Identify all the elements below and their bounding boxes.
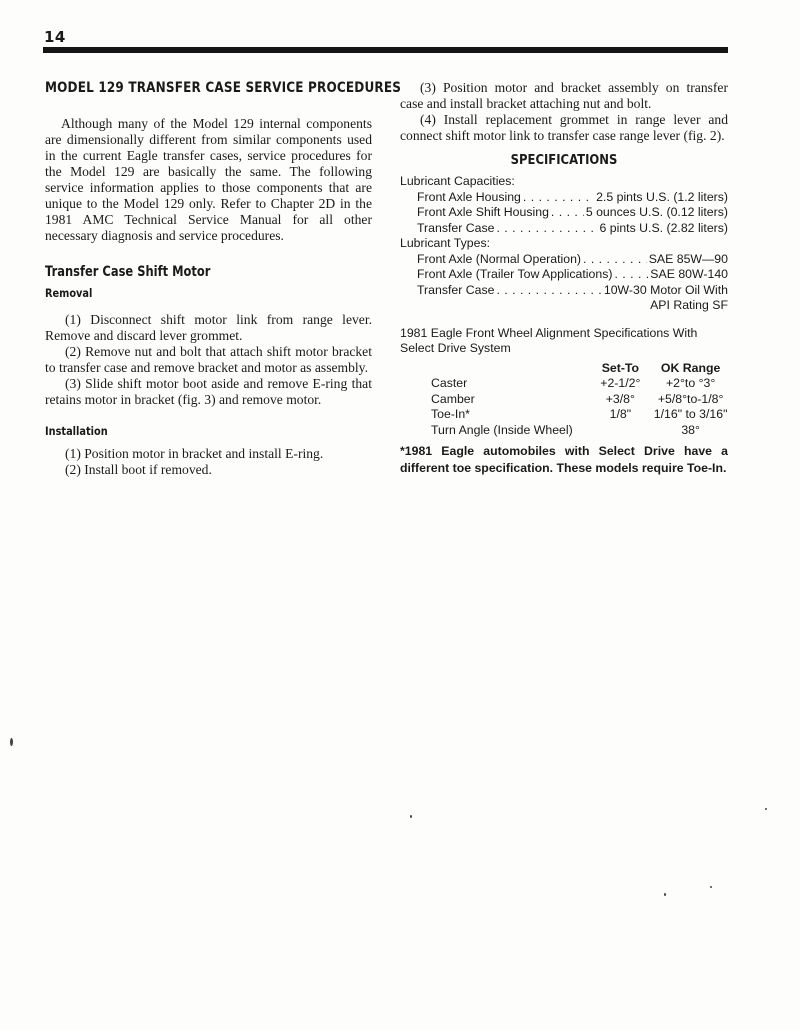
spec-value: 10W-30 Motor Oil With xyxy=(603,282,728,297)
scan-speck xyxy=(664,893,666,896)
dot-leader xyxy=(551,205,584,221)
spec-row xyxy=(400,252,728,268)
spec-value-continued: API Rating SF xyxy=(650,298,728,312)
spec-row xyxy=(400,283,728,299)
spec-value: 2.5 pints U.S. (1.2 liters) xyxy=(596,189,728,204)
spec-name: Front Axle (Trailer Tow Applications) xyxy=(417,267,613,281)
lubricant-capacities xyxy=(400,174,728,477)
alignment-name: Toe-In* xyxy=(431,407,470,421)
installation-step: (3) Position motor and bracket assembly on transfer case and install bracket attaching nut and bolt. xyxy=(400,80,728,111)
dot-leader xyxy=(583,252,647,268)
spec-value: SAE 80W-140 xyxy=(650,267,728,281)
table-row xyxy=(431,407,728,423)
spec-name: Transfer Case xyxy=(417,220,495,235)
removal-step: (2) Remove nut and bolt that attach shift motor bracket to transfer case and remove bracket and motor as assembly. xyxy=(45,344,372,375)
scan-speck xyxy=(410,815,412,818)
spec-name: Transfer Case xyxy=(417,282,495,297)
footnote: *1981 Eagle automobiles with Select Drive have a different toe specification. These models require Toe-In. xyxy=(400,444,728,475)
spec-name: Front Axle Housing xyxy=(417,189,521,204)
spec-row xyxy=(400,205,728,221)
scan-speck xyxy=(765,808,767,810)
spec-name: Front Axle (Normal Operation) xyxy=(417,251,582,266)
alignment-header-row xyxy=(431,361,728,377)
dot-leader xyxy=(614,267,648,283)
installation-heading: Installation xyxy=(45,424,108,438)
lubricant-capacities-label: Lubricant Capacities: xyxy=(400,174,515,188)
specifications-title: SPECIFICATIONS xyxy=(510,152,618,168)
alignment-name: Caster xyxy=(431,376,468,390)
alignment-name: Camber xyxy=(431,391,475,406)
spec-row xyxy=(400,221,728,237)
subsection-title-shift-motor: Transfer Case Shift Motor xyxy=(45,264,211,280)
alignment-set-to: 1/8" xyxy=(609,407,632,421)
alignment-ok-range: +5/8°to-1/8° xyxy=(657,391,724,406)
spec-value: 5 ounces U.S. (0.12 liters) xyxy=(585,205,728,219)
spec-row xyxy=(400,190,728,206)
alignment-title: 1981 Eagle Front Wheel Alignment Specifications With Select Drive System xyxy=(400,325,698,355)
alignment-ok-range: +2°to °3° xyxy=(665,376,716,390)
installation-step: (1) Position motor in bracket and install E-ring. xyxy=(65,446,324,461)
spec-row xyxy=(400,267,728,283)
alignment-table xyxy=(431,361,728,439)
table-row xyxy=(431,392,728,408)
column-header-ok-range: OK Range xyxy=(660,360,721,375)
scan-speck xyxy=(710,886,712,888)
scan-speck xyxy=(10,738,13,746)
spec-value: 6 pints U.S. (2.82 liters) xyxy=(599,220,728,235)
spec-value: SAE 85W—90 xyxy=(648,251,728,266)
page-number: 14 xyxy=(44,28,66,46)
alignment-ok-range: 38° xyxy=(681,422,700,437)
intro-paragraph: Although many of the Model 129 internal components are dimensionally different from similar components used in the current Eagle transfer cases, service procedures for the Model 129 are basically the same. The following service information applies to those components that are unique to the Model 129 only. Refer to Chapter 2D in the 1981 AMC Technical Service Manual for all other necessary diagnosis and service procedures. xyxy=(45,116,372,243)
removal-step: (1) Disconnect shift motor link from range lever. Remove and discard lever grommet. xyxy=(45,312,372,343)
installation-step: (4) Install replacement grommet in range lever and connect shift motor link to transfer case range lever (fig. 2). xyxy=(400,112,728,143)
right-column xyxy=(400,80,728,477)
table-row xyxy=(431,376,728,392)
spec-name: Front Axle Shift Housing xyxy=(417,205,549,219)
column-header-set-to: Set-To xyxy=(601,360,640,375)
section-title: MODEL 129 TRANSFER CASE SERVICE PROCEDURES xyxy=(45,80,402,96)
alignment-set-to: +3/8° xyxy=(605,391,635,406)
table-row xyxy=(431,423,728,439)
removal-heading: Removal xyxy=(45,286,93,300)
alignment-set-to xyxy=(591,423,649,439)
lubricant-types-label: Lubricant Types: xyxy=(400,236,491,250)
header-rule xyxy=(43,47,728,53)
dot-leader xyxy=(496,283,601,299)
dot-leader xyxy=(496,221,597,237)
alignment-ok-range: 1/16" to 3/16" xyxy=(653,407,728,421)
removal-step: (3) Slide shift motor boot aside and remove E-ring that retains motor in bracket (fig. 3) and remove motor. xyxy=(45,376,372,407)
alignment-name: Turn Angle (Inside Wheel) xyxy=(431,422,573,437)
alignment-set-to: +2-1/2° xyxy=(600,376,641,390)
installation-step: (2) Install boot if removed. xyxy=(65,462,212,477)
dot-leader xyxy=(523,190,594,206)
left-column xyxy=(45,80,402,478)
